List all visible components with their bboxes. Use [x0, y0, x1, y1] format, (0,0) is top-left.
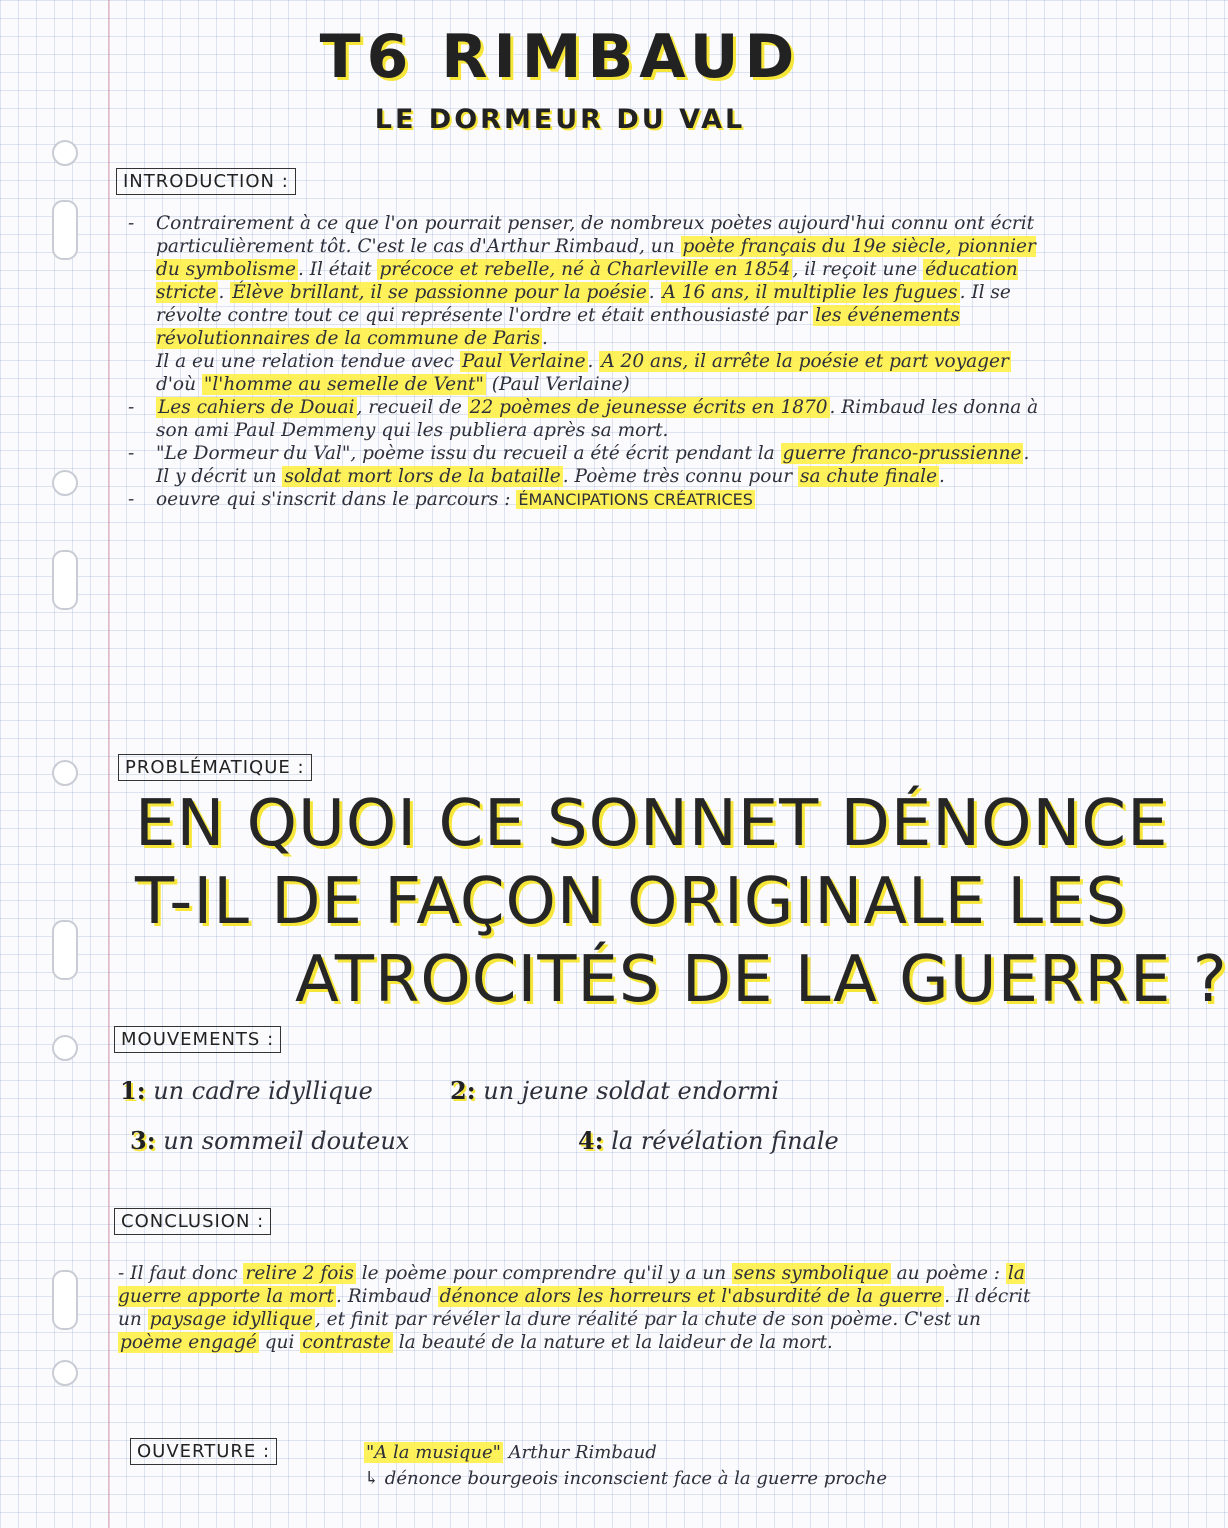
question-line: EN QUOI CE SONNET DÉNONCE: [135, 787, 1169, 861]
conclusion-label: CONCLUSION :: [114, 1208, 271, 1235]
binder-hole: [52, 200, 78, 260]
highlight-run: Paul Verlaine: [462, 351, 586, 372]
mouvement-item-2: [450, 1076, 779, 1105]
intro-bullet-5: [128, 488, 1048, 511]
highlight-run: relire 2 fois: [245, 1263, 354, 1284]
highlight-run: "A la musique": [366, 1442, 501, 1463]
introduction-text: [128, 212, 1048, 511]
ouverture-line-2: ↳ dénonce bourgeois inconscient face à la guerre proche: [364, 1468, 888, 1489]
text-run: . Il décrit un: [118, 1286, 1031, 1330]
page-title: T6 RIMBAUD: [319, 22, 801, 92]
highlight-run: la guerre apporte la mort: [118, 1263, 1025, 1307]
text-run: .: [541, 328, 548, 349]
bullet-dash: -: [128, 489, 135, 510]
highlight-run: soldat mort lors de la bataille: [284, 466, 561, 487]
mouvement-number: 4:: [578, 1126, 604, 1155]
text-run: . Il était: [297, 259, 378, 280]
text-run: .: [648, 282, 661, 303]
text-run: "Le Dormeur du Val", poème issu du recueil a été écrit pendant la: [156, 443, 781, 464]
highlight-run: contraste: [302, 1332, 391, 1353]
highlight-run: les événements révolutionnaires de la commune de Paris: [156, 305, 960, 349]
mouvement-number: 1:: [120, 1076, 146, 1105]
highlight-run: dénonce alors les horreurs et l'absurdité de la guerre: [439, 1286, 943, 1307]
binder-hole: [52, 920, 78, 980]
question-line: T-IL DE FAÇON ORIGINALE LES: [135, 865, 1128, 939]
intro-bullet-3: [128, 396, 1048, 442]
text-run: .: [939, 466, 945, 487]
text-run: la beauté de la nature et la laideur de la mort.: [392, 1332, 833, 1353]
margin-line: [108, 0, 110, 1528]
mouvement-text: un sommeil douteux: [163, 1127, 410, 1155]
highlight-run: précoce et rebelle, né à Charleville en 1854: [379, 259, 791, 280]
text-run: , recueil de: [356, 397, 468, 418]
mouvement-text: la révélation finale: [611, 1127, 839, 1155]
mouvement-item-1: [120, 1076, 373, 1105]
highlight-run: 22 poèmes de jeunesse écrits en 1870: [469, 397, 828, 418]
text-run: d'où: [156, 374, 202, 395]
mouvement-item-4: [578, 1126, 839, 1155]
ouverture-label: OUVERTURE :: [130, 1438, 277, 1465]
mouvements-label: MOUVEMENTS :: [114, 1026, 281, 1053]
question-line: ATROCITÉS DE LA GUERRE ?: [295, 943, 1228, 1017]
text-run: .: [218, 282, 231, 303]
text-run: Il a eu une relation tendue avec: [156, 351, 460, 372]
text-run: , il reçoit une: [792, 259, 924, 280]
introduction-label: INTRODUCTION :: [116, 168, 296, 195]
text-run: .: [587, 351, 600, 372]
text-run: . Il se révolte contre tout ce qui représente l'ordre et était enthousiasté par: [156, 282, 1011, 326]
highlight-run: éducation stricte: [156, 259, 1018, 303]
binder-hole: [52, 1035, 78, 1061]
bullet-dash: -: [128, 443, 135, 464]
ouverture-text: [364, 1440, 1054, 1492]
binder-hole: [52, 1270, 78, 1330]
ouverture-line-1: [364, 1440, 1054, 1466]
problematique-label: PROBLÉMATIQUE :: [118, 754, 312, 781]
text-run: Contrairement à ce que l'on pourrait penser, de nombreux poètes aujourd'hui connu ont écrit particulièrement tôt. C'est le cas d'Arthur Rimbaud, un: [156, 213, 1035, 257]
highlight-run: Les cahiers de Douai: [158, 397, 355, 418]
highlight-run: "l'homme au semelle de Vent": [203, 374, 484, 395]
intro-bullet-4: [128, 442, 1048, 488]
highlight-run: A 16 ans, il multiplie les fugues: [662, 282, 958, 303]
text-run: . Rimbaud les donna à son ami Paul Demmeny qui les publiera après sa mort.: [156, 397, 1039, 441]
text-run: . Rimbaud: [335, 1286, 438, 1307]
highlight-run: poète français du 19e siècle, pionnier du symbolisme: [156, 236, 1036, 280]
text-run: oeuvre qui s'inscrit dans le parcours :: [156, 489, 517, 510]
mouvement-item-3: [130, 1126, 409, 1155]
highlight-run: paysage idyllique: [149, 1309, 313, 1330]
bullet-dash: -: [128, 397, 135, 418]
text-run: Arthur Rimbaud: [502, 1442, 657, 1463]
mouvement-text: un jeune soldat endormi: [483, 1077, 779, 1105]
text-run: (Paul Verlaine): [485, 374, 630, 395]
highlight-run: sens symbolique: [734, 1263, 889, 1284]
intro-bullet-2: [128, 350, 1048, 396]
highlight-run: Élève brillant, il se passionne pour la poésie: [232, 282, 647, 303]
highlight-run: ÉMANCIPATIONS CRÉATRICES: [518, 490, 753, 509]
bullet-dash: -: [128, 213, 135, 234]
binder-hole: [52, 140, 78, 166]
binder-hole: [52, 550, 78, 610]
highlight-run: poème engagé: [120, 1332, 257, 1353]
text-run: - Il faut donc: [118, 1263, 244, 1284]
binder-hole: [52, 470, 78, 496]
text-run: , et finit par révéler la dure réalité par la chute de son poème. C'est un: [314, 1309, 981, 1330]
intro-bullet-1: [128, 212, 1048, 350]
highlight-run: A 20 ans, il arrête la poésie et part voyager: [601, 351, 1009, 372]
page-subtitle: LE DORMEUR DU VAL: [374, 104, 746, 135]
text-run: au poème :: [890, 1263, 1006, 1284]
text-run: . Poème très connu pour: [562, 466, 799, 487]
mouvement-number: 3:: [130, 1126, 156, 1155]
mouvement-text: un cadre idyllique: [153, 1077, 373, 1105]
problematique-question: [130, 785, 1228, 1019]
binder-hole: [52, 1360, 78, 1386]
text-run: qui: [258, 1332, 301, 1353]
binder-hole: [52, 760, 78, 786]
highlight-run: sa chute finale: [800, 466, 938, 487]
bullet-dash: [128, 350, 156, 396]
text-run: . Il y décrit un: [156, 443, 1030, 487]
mouvement-number: 2:: [450, 1076, 476, 1105]
highlight-run: guerre franco-prussienne: [782, 443, 1022, 464]
text-run: le poème pour comprendre qu'il y a un: [355, 1263, 733, 1284]
conclusion-text: [118, 1262, 1048, 1354]
